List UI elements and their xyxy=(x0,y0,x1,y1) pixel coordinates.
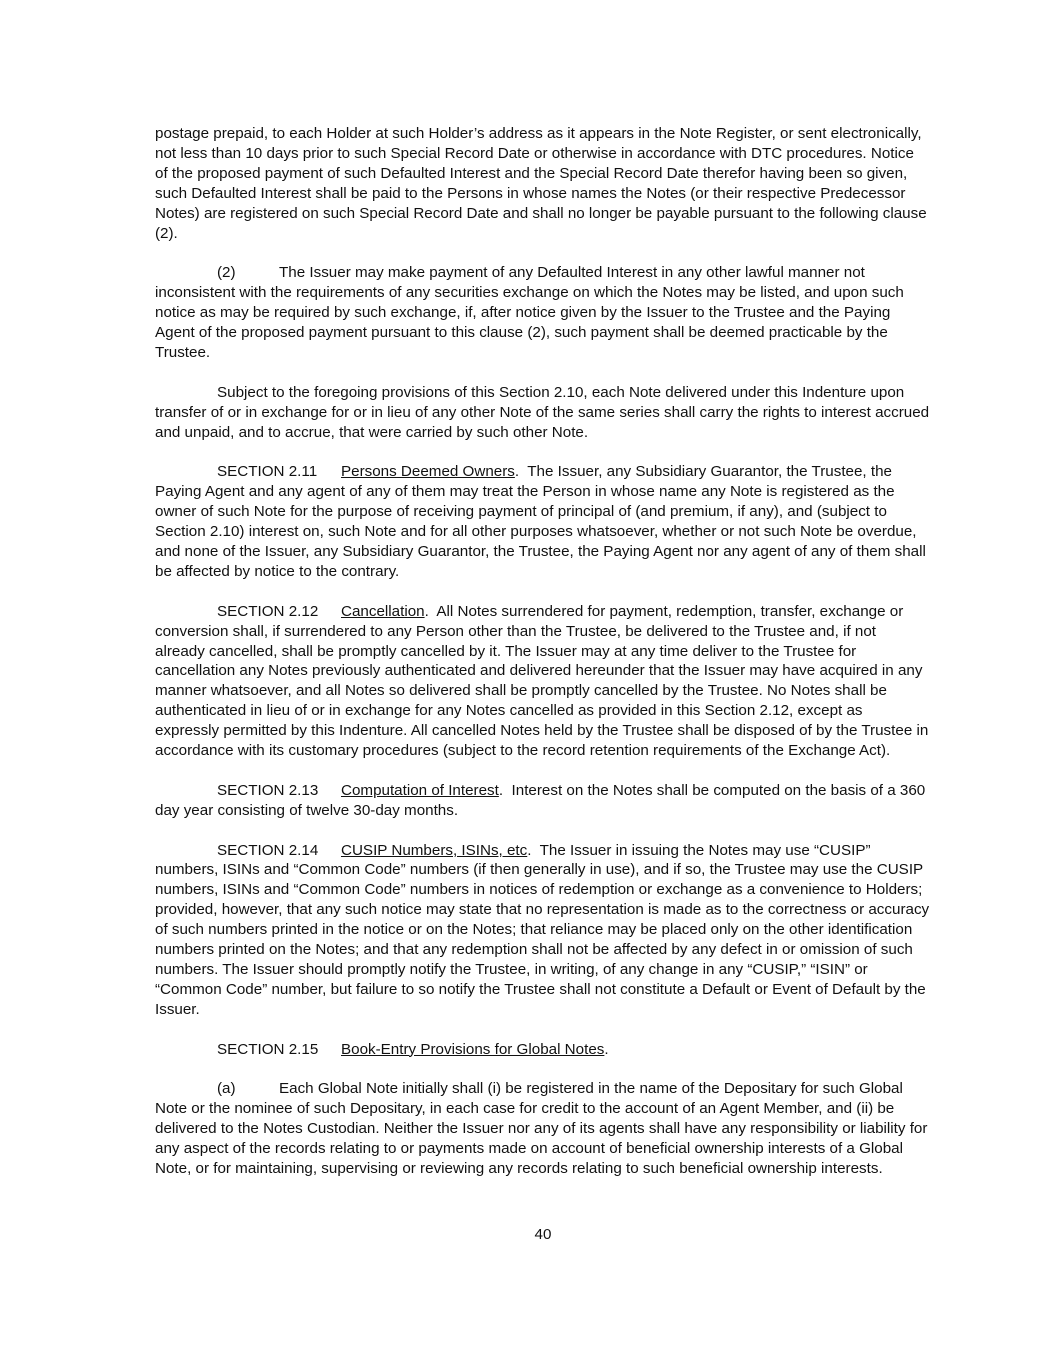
clause-number: (2) xyxy=(217,264,236,282)
page-number: 40 xyxy=(534,1226,552,1243)
section-2-12: SECTION 2.12 Cancellation. All Notes surrendered for payment, redemption, transfer, exchange or conversion shall, if surrendered to any Person other than the Trustee, be delivered to the Trustee and, if not already cancelled, shall be promptly cancelled by it. The Issuer may at any time deliver to the Trustee for cancellation any Notes previously authenticated and delivered hereunder that the Issuer may have acquired in any manner whatsoever, and all Notes so delivered shall be promptly cancelled by the Trustee. No Notes shall be authenticated in lieu of or in exchange for any Notes cancelled as provided in this Section 2.12, except as expressly permitted by this Indenture. All cancelled Notes held by the Trustee shall be disposed of by the Trustee in accordance with its customary procedures (subject to the record retention requirements of the Exchange Act). xyxy=(155,602,929,760)
section-number: SECTION 2.12 xyxy=(217,602,319,620)
clause-a-paragraph xyxy=(155,1079,930,1179)
clause-2-paragraph xyxy=(155,263,930,363)
section-text: The Issuer, any Subsidiary Guarantor, the Trustee, the Paying Agent and any agent of any of them may treat the Person in whose name any Note is registered as the owner of such Note for the purpose of receiving payment of principal of (and premium, if any), and (subject to Section 2.10) interest on, such Note and for all other purposes whatsoever, whether or not such Note be overdue, and none of the Issuer, any Subsidiary Guarantor, the Trustee, the Paying Agent nor any agent of any of them shall be affected by notice to the contrary. xyxy=(155,463,926,580)
section-2-11: SECTION 2.11 Persons Deemed Owners. The Issuer, any Subsidiary Guarantor, the Trustee, the Paying Agent and any agent of any of them may treat the Person in whose name any Note is registered as the owner of such Note for the purpose of receiving payment of principal of (and premium, if any), and (subject to Section 2.10) interest on, such Note and for all other purposes whatsoever, whether or not such Note be overdue, and none of the Issuer, any Subsidiary Guarantor, the Trustee, the Paying Agent nor any agent of any of them shall be affected by notice to the contrary. xyxy=(155,463,926,580)
document-page xyxy=(155,124,930,1199)
clause-text: The Issuer may make payment of any Defaulted Interest in any other lawful manner not inconsistent with the requirements of any securities exchange on which the Notes may be listed, and upon such notice as may be required by such exchange, if, after notice given by the Issuer to the Trustee and the Paying Agent of the proposed payment pursuant to this clause (2), such payment shall be deemed practicable by the Trustee. xyxy=(155,264,904,361)
section-number: SECTION 2.15 xyxy=(217,1040,319,1058)
clause-text: Each Global Note initially shall (i) be registered in the name of the Depositary for such Global Note or the nominee of such Depositary, in each case for credit to the account of an Agent Member, and (ii) be delivered to the Notes Custodian. Neither the Issuer nor any of its agents shall have any responsibility or liability for any aspect of the records relating to or payments made on account of beneficial ownership interests of a Global Note, or for maintaining, supervising or reviewing any records relating to such beneficial ownership interests. xyxy=(155,1080,928,1177)
section-number: SECTION 2.13 xyxy=(217,781,319,799)
paragraph-subject-to: Subject to the foregoing provisions of this Section 2.10, each Note delivered under this Indenture upon transfer of or in exchange for or in lieu of any other Note of the same series shall carry the rights to interest accrued and unpaid, and to accrue, that were carried by such other Note. xyxy=(155,383,930,441)
section-title: Persons Deemed Owners xyxy=(341,463,515,481)
clause-number: (a) xyxy=(217,1080,236,1098)
section-2-13: SECTION 2.13 Computation of Interest. Interest on the Notes shall be computed on the basis of a 360 day year consisting of twelve 30-day months. xyxy=(155,781,926,819)
section-text: Interest on the Notes shall be computed on the basis of a 360 day year consisting of twelve 30-day months. xyxy=(155,781,926,819)
section-number: SECTION 2.14 xyxy=(217,841,319,859)
section-text: All Notes surrendered for payment, redemption, transfer, exchange or conversion shall, if surrendered to any Person other than the Trustee, be delivered to the Trustee and, if not already cancelled, shall be promptly cancelled by it. The Issuer may at any time deliver to the Trustee for cancellation any Notes previously authenticated and delivered hereunder that the Issuer may have acquired in any manner whatsoever, and all Notes so delivered shall be promptly cancelled by the Trustee. No Notes shall be authenticated in lieu of or in exchange for any Notes cancelled as provided in this Section 2.12, except as expressly permitted by this Indenture. All cancelled Notes held by the Trustee shall be disposed of by the Trustee in accordance with its customary procedures (subject to the record retention requirements of the Exchange Act). xyxy=(155,602,929,760)
section-2-15: SECTION 2.15 Book-Entry Provisions for Global Notes. xyxy=(217,1040,609,1058)
section-number: SECTION 2.11 xyxy=(217,463,318,481)
section-text: The Issuer in issuing the Notes may use “CUSIP” numbers, ISINs and “Common Code” numbers (if then generally in use), and if so, the Trustee may use the CUSIP numbers, ISINs and “Common Code” numbers in notices of redemption or exchange as a convenience to Holders; provided, however, that any such notice may state that no representation is made as to the correctness or accuracy of such numbers printed in the notice or on the Notes; that reliance may be placed only on the other identification numbers printed on the Notes; and that any redemption shall not be affected by any defect in or omission of such numbers. The Issuer should promptly notify the Trustee, in writing, of any change in any “CUSIP,” “ISIN” or “Common Code” number, but failure to so notify the Trustee shall not constitute a Default or Event of Default by the Issuer. xyxy=(155,841,930,1018)
section-title: Cancellation xyxy=(341,602,425,620)
section-title: Computation of Interest xyxy=(341,781,499,799)
paragraph-continuation: postage prepaid, to each Holder at such Holder’s address as it appears in the Note Register, or sent electronically, not less than 10 days prior to such Special Record Date or otherwise in accordance with DTC procedures. Notice of the proposed payment of such Defaulted Interest and the Special Record Date therefor having been so given, such Defaulted Interest shall be paid to the Persons in whose names the Notes (or their respective Predecessor Notes) are registered on such Special Record Date and shall no longer be payable pursuant to the following clause (2). xyxy=(155,125,927,242)
section-title: CUSIP Numbers, ISINs, etc xyxy=(341,841,528,859)
section-title: Book-Entry Provisions for Global Notes xyxy=(341,1040,605,1058)
section-2-14: SECTION 2.14 CUSIP Numbers, ISINs, etc. The Issuer in issuing the Notes may use “CUSIP” numbers, ISINs and “Common Code” numbers (if then generally in use), and if so, the Trustee may use the CUSIP numbers, ISINs and “Common Code” numbers in notices of redemption or exchange as a convenience to Holders; provided, however, that any such notice may state that no representation is made as to the correctness or accuracy of such numbers printed in the notice or on the Notes; that reliance may be placed only on the other identification numbers printed on the Notes; and that any redemption shall not be affected by any defect in or omission of such numbers. The Issuer should promptly notify the Trustee, in writing, of any change in any “CUSIP,” “ISIN” or “Common Code” number, but failure to so notify the Trustee shall not constitute a Default or Event of Default by the Issuer. xyxy=(155,841,930,1018)
